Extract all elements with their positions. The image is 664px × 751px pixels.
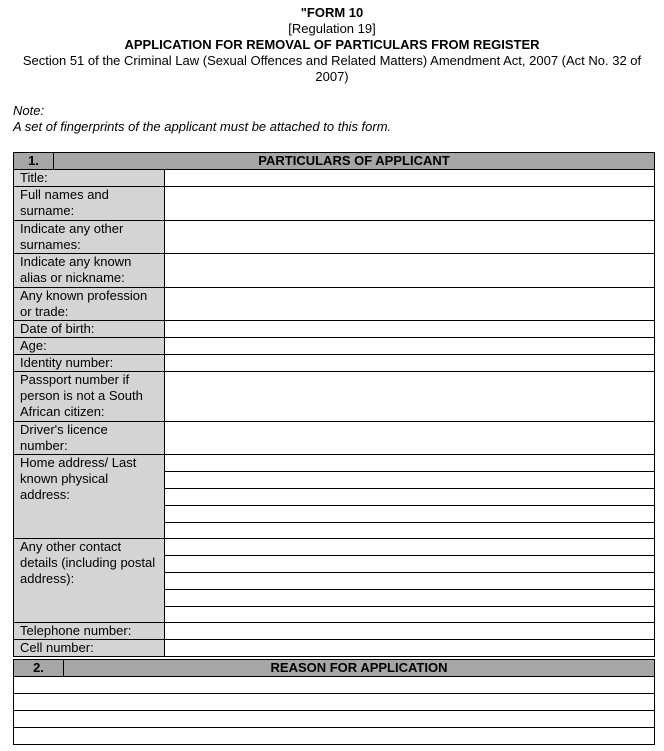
- label-drivers-licence: Driver's licence number:: [14, 422, 165, 455]
- row-dob: [14, 321, 655, 338]
- label-title: Title:: [14, 170, 165, 187]
- field-cell[interactable]: [165, 640, 655, 657]
- reason-line-2[interactable]: [14, 694, 655, 711]
- field-full-names[interactable]: [165, 187, 655, 221]
- field-passport[interactable]: [165, 372, 655, 422]
- row-telephone: [14, 623, 655, 640]
- label-other-surnames: Indicate any other surnames:: [14, 221, 165, 254]
- row-full-names: [14, 187, 655, 221]
- field-other-surnames[interactable]: [165, 221, 655, 254]
- field-home-address-line-5[interactable]: [165, 523, 655, 539]
- label-passport: Passport number if person is not a South African citizen:: [14, 372, 165, 422]
- form-title: APPLICATION FOR REMOVAL OF PARTICULARS FROM REGISTER: [124, 37, 540, 52]
- label-id-number: Identity number:: [14, 355, 165, 372]
- label-home-address: Home address/ Last known physical address:: [14, 455, 165, 539]
- reason-line-3[interactable]: [14, 711, 655, 728]
- label-cell: Cell number:: [14, 640, 165, 657]
- particulars-table: [13, 152, 655, 657]
- note: [13, 103, 391, 135]
- field-home-address-line-3[interactable]: [165, 489, 655, 506]
- field-home-address-line-2[interactable]: [165, 472, 655, 489]
- reason-table: [13, 659, 655, 745]
- field-other-contact-line-5[interactable]: [165, 607, 655, 623]
- row-age: [14, 338, 655, 355]
- row-cell: [14, 640, 655, 657]
- row-other-surnames: [14, 221, 655, 254]
- row-alias: [14, 254, 655, 288]
- row-id-number: [14, 355, 655, 372]
- label-telephone: Telephone number:: [14, 623, 165, 640]
- note-label: Note:: [13, 103, 45, 118]
- field-drivers-licence[interactable]: [165, 422, 655, 455]
- field-other-contact-line-1[interactable]: [165, 539, 655, 556]
- field-dob[interactable]: [165, 321, 655, 338]
- field-profession[interactable]: [165, 288, 655, 321]
- row-profession: [14, 288, 655, 321]
- label-other-contact: Any other contact details (including postal address):: [14, 539, 165, 623]
- row-passport: [14, 372, 655, 422]
- field-telephone[interactable]: [165, 623, 655, 640]
- form-header: [0, 0, 664, 85]
- field-other-contact-line-4[interactable]: [165, 590, 655, 607]
- label-full-names: Full names and surname:: [14, 187, 165, 221]
- field-age[interactable]: [165, 338, 655, 355]
- reason-line-4[interactable]: [14, 728, 655, 745]
- field-id-number[interactable]: [165, 355, 655, 372]
- label-profession: Any known profession or trade:: [14, 288, 165, 321]
- reason-line-1[interactable]: [14, 677, 655, 694]
- label-age: Age:: [14, 338, 165, 355]
- regulation-reference: [Regulation 19]: [288, 21, 376, 36]
- section-2-header: [14, 660, 655, 677]
- field-home-address-line-4[interactable]: [165, 506, 655, 523]
- act-reference: Section 51 of the Criminal Law (Sexual Offences and Related Matters) Amendment Act, 2007 (Act No. 32 of 2007): [22, 53, 642, 84]
- field-title[interactable]: [165, 170, 655, 187]
- row-other-contact-1: [14, 539, 655, 556]
- field-alias[interactable]: [165, 254, 655, 288]
- field-other-contact-line-2[interactable]: [165, 556, 655, 573]
- row-title: [14, 170, 655, 187]
- form-number: "FORM 10: [300, 5, 364, 20]
- section-2-title: REASON FOR APPLICATION: [64, 660, 655, 677]
- section-1-number: 1.: [14, 153, 54, 170]
- section-1-header: [14, 153, 655, 170]
- section-2-number: 2.: [14, 660, 64, 677]
- field-home-address-line-1[interactable]: [165, 455, 655, 472]
- field-other-contact-line-3[interactable]: [165, 573, 655, 590]
- label-dob: Date of birth:: [14, 321, 165, 338]
- row-drivers-licence: [14, 422, 655, 455]
- section-1-title: PARTICULARS OF APPLICANT: [54, 153, 655, 170]
- note-text: A set of fingerprints of the applicant must be attached to this form.: [13, 119, 392, 134]
- row-home-address-1: [14, 455, 655, 472]
- label-alias: Indicate any known alias or nickname:: [14, 254, 165, 288]
